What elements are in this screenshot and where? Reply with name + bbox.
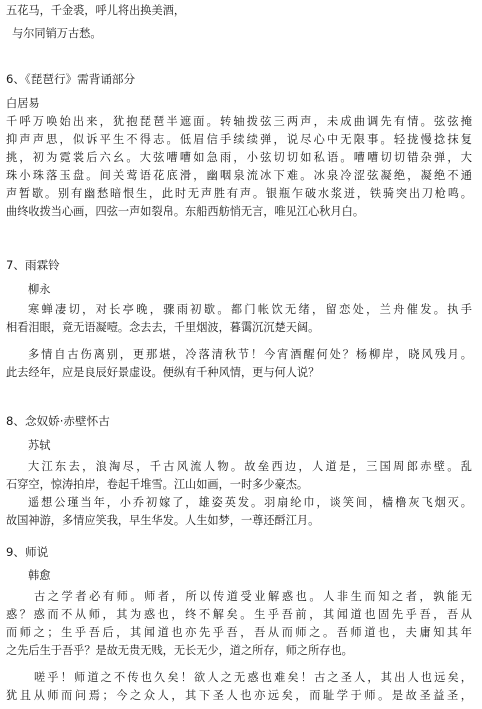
text-line: 嗟乎！师道之不传也久矣！欲人之无惑也难矣！古之圣人，其出人也远矣， bbox=[34, 671, 472, 684]
text-line: 曲终收拨当心画，四弦一声如裂帛。东船西舫悄无言，唯见江心秋月白。 bbox=[6, 205, 365, 218]
text-line: 多情自古伤离别，更那堪，冷落清秋节！今宵酒醒何处？杨柳岸，晓风残月。 bbox=[28, 348, 472, 361]
text-line: 挑，初为霓裳后六幺。大弦嘈嘈如急雨，小弦切切如私语。嘈嘈切切错杂弹，大 bbox=[6, 151, 472, 164]
poem-line: 与尔同销万古愁。 bbox=[12, 27, 102, 40]
section-heading: 9、师说 bbox=[6, 545, 49, 559]
text-line: 此去经年，应是良辰好景虚设。便纵有千种风情，更与何人说？ bbox=[6, 366, 320, 379]
text-line: 相看泪眼，竟无语凝噎。念去去，千里烟波，暮霭沉沉楚天阔。 bbox=[6, 321, 320, 334]
text-line: 之先后生于吾乎？是故无贵无贱，无长无少，道之所存，师之所存也。 bbox=[6, 644, 353, 657]
text-line: 寒蝉凄切，对长亭晚，骤雨初歇。都门帐饮无绪，留恋处，兰舟催发。执手 bbox=[28, 303, 472, 316]
text-line: 千呼万唤始出来，犹抱琵琶半遮面。转轴拨弦三两声，未成曲调先有情。弦弦掩 bbox=[6, 115, 472, 128]
text-line: 古之学者必有师。师者，所以传道受业解惑也。人非生而知之者，孰能无 bbox=[34, 590, 472, 603]
text-line: 大江东去，浪淘尽，千古风流人物。故垒西边，人道是，三国周郎赤壁。乱 bbox=[28, 460, 472, 473]
text-line: 抑声声思，似诉平生不得志。低眉信手续续弹，说尽心中无限事。轻拢慢捻抹复 bbox=[6, 133, 472, 146]
section-heading: 8、念奴娇·赤壁怀古 bbox=[6, 414, 110, 428]
text-line: 而师之；生乎吾后，其闻道也亦先乎吾，吾从而师之。吾师道也，夫庸知其年 bbox=[6, 626, 472, 639]
text-line: 遥想公瑾当年，小乔初嫁了，雄姿英发。羽扇纶巾，谈笑间，樯橹灰飞烟灭。 bbox=[28, 496, 472, 509]
text-line: 惑？惑而不从师，其为惑也，终不解矣。生乎吾前，其闻道也固先乎吾，吾从 bbox=[6, 608, 472, 621]
text-line: 石穿空，惊涛拍岸，卷起千堆雪。江山如画，一时多少豪杰。 bbox=[6, 478, 309, 491]
section-heading: 7、雨霖铃 bbox=[6, 258, 60, 272]
text-line: 珠小珠落玉盘。间关莺语花底滑，幽咽泉流冰下难。冰泉冷涩弦凝绝，凝绝不通 bbox=[6, 169, 472, 182]
author-name: 苏轼 bbox=[28, 439, 51, 452]
author-name: 柳永 bbox=[28, 283, 51, 296]
author-name: 白居易 bbox=[6, 97, 40, 110]
poem-line: 五花马，千金裘，呼儿将出换美酒， bbox=[6, 4, 186, 17]
section-heading: 6、《琵琶行》需背诵部分 bbox=[6, 72, 136, 86]
author-name: 韩愈 bbox=[28, 569, 51, 582]
text-line: 声暂歇。别有幽愁暗恨生，此时无声胜有声。银瓶乍破水浆迸，铁骑突出刀枪鸣。 bbox=[6, 187, 472, 200]
text-line: 犹且从师而问焉；今之众人，其下圣人也亦远矣，而耻学于师。是故圣益圣， bbox=[6, 689, 472, 702]
text-line: 故国神游，多情应笑我，早生华发。人生如梦，一尊还酹江月。 bbox=[6, 514, 320, 527]
